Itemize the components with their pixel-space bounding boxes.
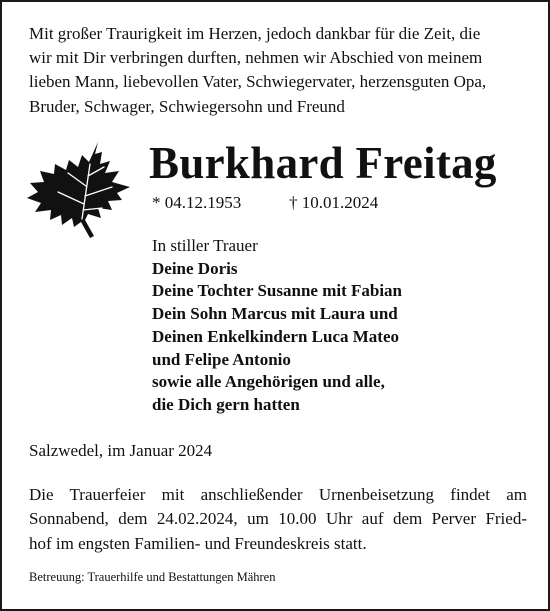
death-date: † 10.01.2024 (289, 193, 379, 212)
intro-line: lieben Mann, liebevollen Vater, Schwiegervater, herzensguten Opa, (29, 72, 487, 92)
place-date: Salzwedel, im Januar 2024 (29, 441, 213, 460)
mourner-line: und Felipe Antonio (152, 349, 291, 369)
life-dates (152, 191, 379, 215)
mourners-block (152, 235, 402, 417)
mourner-line: Dein Sohn Marcus mit Laura und (152, 304, 398, 324)
mourners-heading: In stiller Trauer (152, 236, 258, 255)
birth-date: * 04.12.1953 (152, 193, 242, 212)
funeral-line: hof im engsten Familien- und Freundeskreis statt. (29, 533, 367, 553)
maple-leaf-icon (24, 140, 139, 260)
intro-line: Mit großer Traurigkeit im Herzen, jedoch dankbar für die Zeit, die (29, 24, 481, 43)
funeral-care-credit: Betreuung: Trauerhilfe und Bestattungen Mähren (29, 570, 276, 584)
deceased-name: Burkhard Freitag (149, 138, 497, 188)
funeral-line: Sonnabend, dem 24.02.2024, um 10.00 Uhr auf dem Perver Fried- (29, 509, 527, 529)
funeral-info (29, 483, 527, 556)
mourner-line: Deine Tochter Susanne mit Fabian (152, 281, 403, 301)
mourner-line: sowie alle Angehörigen und alle, (152, 372, 385, 392)
mourner-line: Deinen Enkelkindern Luca Mateo (152, 326, 399, 346)
funeral-line: Die Trauerfeier mit anschließender Urnenbeisetzung findet am (29, 485, 527, 504)
mourner-line: die Dich gern hatten (152, 394, 300, 414)
intro-line: wir mit Dir verbringen durften, nehmen wir Abschied von meinem (29, 48, 483, 68)
intro-text (29, 22, 527, 119)
mourner-line: Deine Doris (152, 258, 238, 278)
intro-line: Bruder, Schwager, Schwiegersohn und Freund (29, 96, 345, 116)
